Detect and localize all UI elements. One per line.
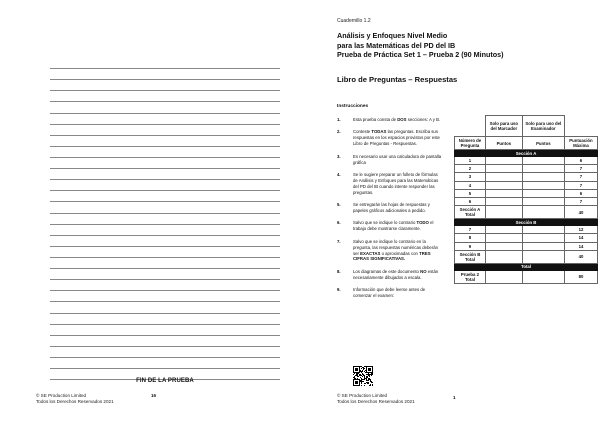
col-header-question: Número de Pregunta — [455, 137, 486, 150]
page-number-left: 16 — [151, 393, 157, 398]
col-header-max: Puntuación Máxima — [564, 137, 597, 150]
points-cell — [522, 226, 564, 234]
max-score: 12 — [564, 226, 597, 234]
score-table — [454, 115, 598, 284]
instruction-number: 4. — [337, 171, 341, 177]
points-cell — [485, 226, 522, 234]
copyright-footer-left — [36, 393, 114, 406]
examiner-header: Solo para uso del Examinador — [522, 116, 564, 137]
answer-line — [50, 302, 280, 313]
question-number: 5 — [455, 189, 486, 197]
section-b-total-label: Sección B Total — [455, 250, 486, 263]
points-cell — [485, 173, 522, 181]
answer-line — [50, 347, 280, 358]
instruction-item — [337, 154, 443, 166]
section-a-total-max: 40 — [564, 206, 597, 219]
section-b-header: Sección B — [455, 219, 598, 226]
col-header-points-examiner: Puntos — [522, 137, 564, 150]
col-header-points-marker: Puntos — [485, 137, 522, 150]
instruction-item — [337, 117, 443, 123]
answer-line — [50, 269, 280, 280]
points-cell — [485, 157, 522, 165]
answer-line — [50, 114, 280, 125]
instruction-number: 3. — [337, 153, 341, 159]
answer-line — [50, 91, 280, 102]
answer-line — [50, 325, 280, 336]
answer-line — [50, 58, 280, 69]
max-score: 7 — [564, 165, 597, 173]
table-row — [455, 226, 598, 234]
table-row — [455, 189, 598, 197]
points-cell — [485, 270, 522, 283]
table-row — [455, 197, 598, 205]
points-cell — [485, 234, 522, 242]
instruction-item — [337, 202, 443, 214]
question-number: 1 — [455, 157, 486, 165]
booklet-label: Cuadernillo 1.2 — [337, 18, 371, 24]
instruction-number: 2. — [337, 129, 341, 135]
title-line-1: Análisis y Enfoques Nivel Medio — [337, 31, 448, 40]
instruction-item — [337, 269, 443, 281]
marker-header: Solo para uso del Marcador — [485, 116, 522, 137]
points-cell — [522, 181, 564, 189]
answer-line — [50, 358, 280, 369]
answer-line — [50, 202, 280, 213]
answer-line — [50, 180, 280, 191]
title-line-3: Prueba de Práctica Set 1 – Prueba 2 (90 Minutos) — [337, 50, 504, 60]
points-cell — [522, 173, 564, 181]
question-number: 4 — [455, 181, 486, 189]
instruction-item — [337, 172, 443, 196]
answer-lines — [50, 58, 280, 380]
rights-line: Todos los Derechos Reservados 2021 — [36, 399, 114, 405]
max-score: 7 — [564, 197, 597, 205]
points-cell — [485, 206, 522, 219]
instruction-text: Salvo que se indique lo contrario en la pregunta, las respuestas numéricas deberán ser EXACTAS o aproximadas con TRES CIFRAS SIGNIFICATIVAS. — [353, 238, 439, 262]
points-cell — [522, 270, 564, 283]
end-of-test-label: FIN DE LA PRUEBA — [136, 378, 194, 384]
points-cell — [522, 197, 564, 205]
points-cell — [485, 181, 522, 189]
points-cell — [522, 250, 564, 263]
answer-line — [50, 125, 280, 136]
answer-line — [50, 291, 280, 302]
points-cell — [522, 157, 564, 165]
max-score: 14 — [564, 234, 597, 242]
answer-line — [50, 236, 280, 247]
instruction-number: 7. — [337, 238, 341, 244]
table-row — [455, 157, 598, 165]
question-number: 6 — [455, 197, 486, 205]
answer-line — [50, 80, 280, 91]
table-row — [455, 173, 598, 181]
copyright-footer-right — [337, 393, 415, 406]
exam-title — [337, 31, 577, 60]
answer-line — [50, 247, 280, 258]
total-header: Total — [455, 263, 598, 270]
instruction-item — [337, 220, 443, 232]
instruction-number: 8. — [337, 268, 341, 274]
points-cell — [485, 242, 522, 250]
qr-code-icon — [353, 366, 373, 386]
copyright-line: © SE Production Limited — [36, 393, 87, 398]
answer-line — [50, 280, 280, 291]
points-cell — [522, 234, 564, 242]
answer-line — [50, 158, 280, 169]
grand-total-label: Prueba 2 Total — [455, 270, 486, 283]
instruction-text: Esta prueba consta de DOS secciones: A y B. — [353, 117, 441, 122]
instructions-heading: Instrucciones — [337, 104, 369, 109]
instruction-text: Los diagramas de este documento NO están necesariamente dibujados a escala. — [353, 268, 439, 280]
question-number: 3 — [455, 173, 486, 181]
answer-line — [50, 336, 280, 347]
instruction-item — [337, 287, 443, 299]
question-number: 9 — [455, 242, 486, 250]
instruction-number: 1. — [337, 117, 341, 122]
table-row — [455, 234, 598, 242]
table-corner — [564, 116, 597, 137]
instruction-number: 9. — [337, 287, 341, 293]
question-number: 2 — [455, 165, 486, 173]
instruction-item — [337, 239, 443, 263]
answer-line — [50, 214, 280, 225]
max-score: 7 — [564, 181, 597, 189]
answer-line — [50, 147, 280, 158]
table-corner — [455, 116, 486, 137]
answer-line — [50, 169, 280, 180]
max-score: 6 — [564, 189, 597, 197]
points-cell — [485, 189, 522, 197]
section-b-total-max: 40 — [564, 250, 597, 263]
points-cell — [485, 165, 522, 173]
answer-line — [50, 102, 280, 113]
instructions-list — [337, 117, 443, 299]
copyright-line: © SE Production Limited — [337, 393, 388, 398]
page-number-right: 1 — [453, 395, 456, 400]
answer-line — [50, 258, 280, 269]
section-b-rows — [455, 226, 598, 251]
max-score: 14 — [564, 242, 597, 250]
instruction-text: Información que debe leerse antes de comenzar el examen: — [353, 287, 426, 299]
answer-line — [50, 136, 280, 147]
points-cell — [522, 206, 564, 219]
instruction-number: 5. — [337, 202, 341, 208]
booklet-subtitle: Libro de Preguntas – Respuestas — [337, 75, 458, 84]
answer-line — [50, 225, 280, 236]
instruction-text: Se entregarán las hojas de respuestas y papeles gráficos adicionales a pedido. — [353, 202, 430, 213]
points-cell — [522, 242, 564, 250]
points-cell — [522, 165, 564, 173]
right-page — [300, 0, 600, 424]
section-a-total-label: Sección A Total — [455, 206, 486, 219]
question-number: 7 — [455, 226, 486, 234]
title-line-2: para las Matemáticas del PD del IB — [337, 40, 456, 50]
points-cell — [485, 197, 522, 205]
answer-line — [50, 69, 280, 80]
instruction-item — [337, 129, 443, 147]
points-cell — [485, 250, 522, 263]
table-row — [455, 181, 598, 189]
rights-line: Todos los Derechos Reservados 2021 — [337, 399, 415, 405]
grand-total-max: 80 — [564, 270, 597, 283]
section-a-rows — [455, 157, 598, 206]
instruction-text: Conteste TODAS las preguntas. Escriba sus respuestas en los espacios provistos por este Libro de Preguntas - Respuestas. — [353, 129, 440, 147]
question-number: 8 — [455, 234, 486, 242]
instruction-text: Es necesario usar una calculadora de pantalla gráfica — [353, 153, 442, 165]
instruction-text: Se le sugiere preparar un folleto de fórmulas de Análisis y Enfoques para las Matemáticas del PD del IB cuando intente responder las preguntas. — [353, 171, 439, 195]
points-cell — [522, 189, 564, 197]
answer-line — [50, 191, 280, 202]
max-score: 7 — [564, 173, 597, 181]
answer-line — [50, 314, 280, 325]
table-row — [455, 242, 598, 250]
max-score: 6 — [564, 157, 597, 165]
instruction-number: 6. — [337, 220, 341, 226]
table-row — [455, 165, 598, 173]
instruction-text: Salvo que se indique lo contrario TODO el trabajo debe mostrarse claramente. — [353, 220, 434, 232]
section-a-header: Sección A — [455, 150, 598, 157]
